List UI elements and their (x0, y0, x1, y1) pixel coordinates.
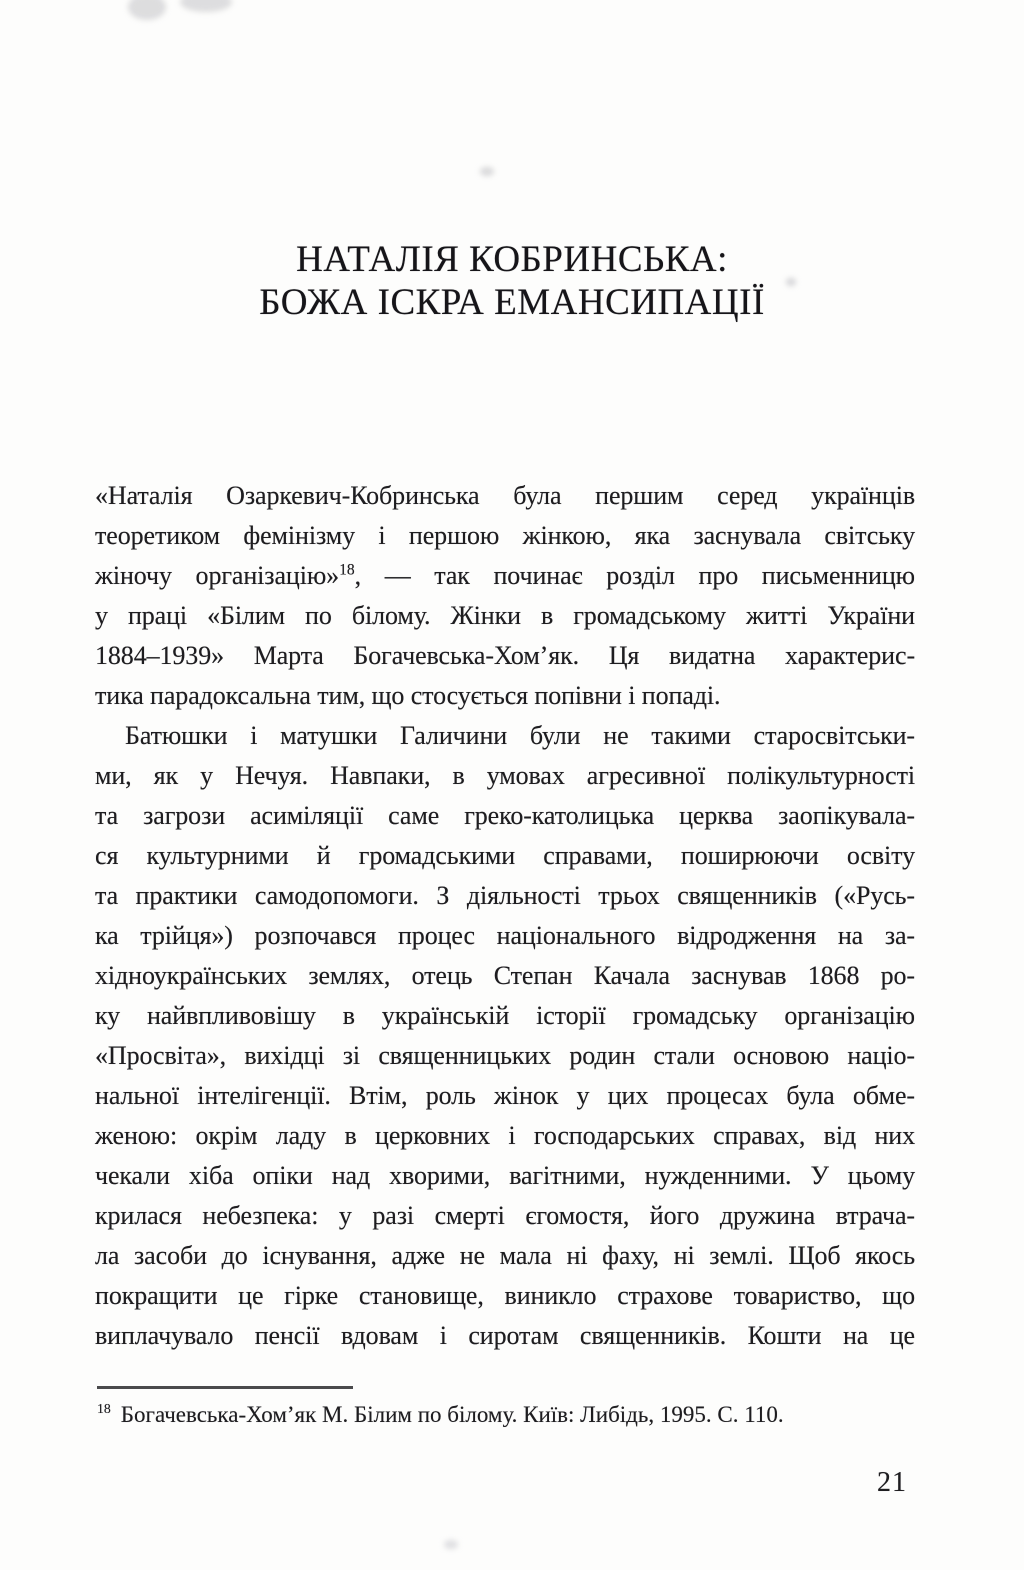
body-line: теоретиком фемінізму і першою жінкою, яка заснувала світську (95, 521, 915, 550)
body-line: виплачувало пенсії вдовам і сиротам священників. Кошти на це (95, 1321, 915, 1350)
scan-smudge (128, 0, 166, 20)
footnote-rule (97, 1386, 353, 1389)
body-line: ка трійця») розпочався процес національного відродження на за- (95, 921, 915, 950)
body-line: крилася небезпека: у разі смерті єгомостя, його дружина втрача- (95, 1201, 915, 1230)
body-line: хідноукраїнських землях, отець Степан Качала заснував 1868 ро- (95, 961, 915, 990)
body-line: «Наталія Озаркевич-Кобринська була першим серед українців (95, 481, 915, 510)
body-line: нальної інтелігенції. Втім, роль жінок у цих процесах була обме- (95, 1081, 915, 1110)
footnote (97, 1399, 919, 1431)
body-line: та загрози асиміляції саме греко-католицька церква заопікувала- (95, 801, 915, 830)
scan-smudge (180, 0, 232, 12)
chapter-title (0, 238, 1024, 324)
footnote-text: Богачевська-Хом’як М. Білим по білому. Київ: Либідь, 1995. С. 110. (120, 1402, 784, 1427)
body-line: 1884–1939» Марта Богачевська-Хом’як. Ця видатна характерис- (95, 641, 915, 670)
footnote-marker: 18 (97, 1401, 111, 1417)
body-line: ми, як у Нечуя. Навпаки, в умовах агресивної полікультурності (95, 761, 915, 790)
body-line: ла засоби до існування, адже не мала ні фаху, ні землі. Щоб якось (95, 1241, 915, 1270)
body-line: у праці «Білим по білому. Жінки в громадському житті України (95, 601, 915, 630)
body-line: чекали хіба опіки над хворими, вагітними, нужденними. У цьому (95, 1161, 915, 1190)
body-line: Батюшки і матушки Галичини були не такими старосвітськи- (125, 721, 915, 750)
body-line: ся культурними й громадськими справами, поширюючи освіту (95, 841, 915, 870)
scan-speck (444, 1540, 458, 1549)
scan-speck (480, 167, 494, 176)
page-number: 21 (877, 1467, 907, 1498)
body-line: ку найвпливовішу в українській історії громадську організацію (95, 1001, 915, 1030)
body-line: женою: окрім ладу в церковних і господарських справах, від них (95, 1121, 915, 1150)
chapter-title-line2: БОЖА ІСКРА ЕМАНСИПАЦІЇ (259, 282, 765, 323)
body-line: покращити це гірке становище, виникло страхове товариство, що (95, 1281, 915, 1310)
chapter-title-line1: НАТАЛІЯ КОБРИНСЬКА: (296, 239, 728, 280)
body-line: жіночу організацію»$^{18}$, — так починає розділ про письменницю (95, 561, 915, 590)
body-line: тика парадоксальна тим, що стосується попівни і попаді. (95, 681, 721, 710)
body-line: та практики самодопомоги. З діяльності трьох священників («Русь- (95, 881, 915, 910)
body-line: «Просвіта», вихідці зі священницьких родин стали основою націо- (95, 1041, 915, 1070)
body-text (95, 476, 915, 1356)
